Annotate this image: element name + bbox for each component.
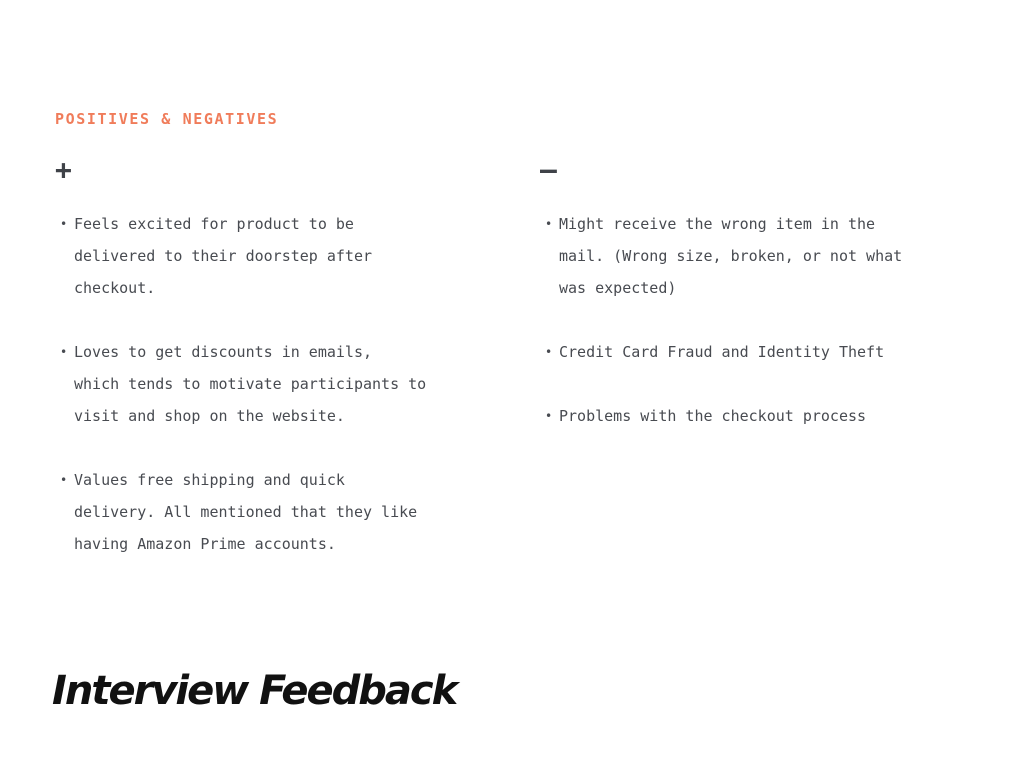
list-item-text: Credit Card Fraud and Identity Theft xyxy=(559,343,885,361)
bullet-icon: • xyxy=(545,217,553,231)
list-item xyxy=(540,336,980,368)
list-item xyxy=(55,336,475,432)
bullet-icon: • xyxy=(60,345,68,359)
bullet-icon: • xyxy=(545,409,553,423)
list-item xyxy=(540,208,980,304)
list-item xyxy=(540,400,980,432)
bullet-icon: • xyxy=(60,473,68,487)
list-item-text: Might receive the wrong item in the mail. (Wrong size, broken, or not what was expected) xyxy=(559,215,903,297)
list-item-text: Values free shipping and quick delivery. All mentioned that they like having Amazon Prime accounts. xyxy=(74,471,418,553)
negatives-column xyxy=(540,150,980,464)
section-label: POSITIVES & NEGATIVES xyxy=(55,110,279,128)
list-item-text: Loves to get discounts in emails, which tends to motivate participants to visit and shop on the website. xyxy=(74,343,427,425)
list-item-text: Feels excited for product to be delivered to their doorstep after checkout. xyxy=(74,215,373,297)
minus-icon: – xyxy=(540,153,557,186)
list-item xyxy=(55,464,475,560)
list-item-text: Problems with the checkout process xyxy=(559,407,867,425)
positives-column xyxy=(55,150,475,592)
page-title: Interview Feedback xyxy=(52,668,457,714)
bullet-icon: • xyxy=(60,217,68,231)
plus-icon: + xyxy=(55,153,72,186)
list-item xyxy=(55,208,475,304)
negatives-list xyxy=(540,208,980,432)
positives-list xyxy=(55,208,475,560)
bullet-icon: • xyxy=(545,345,553,359)
